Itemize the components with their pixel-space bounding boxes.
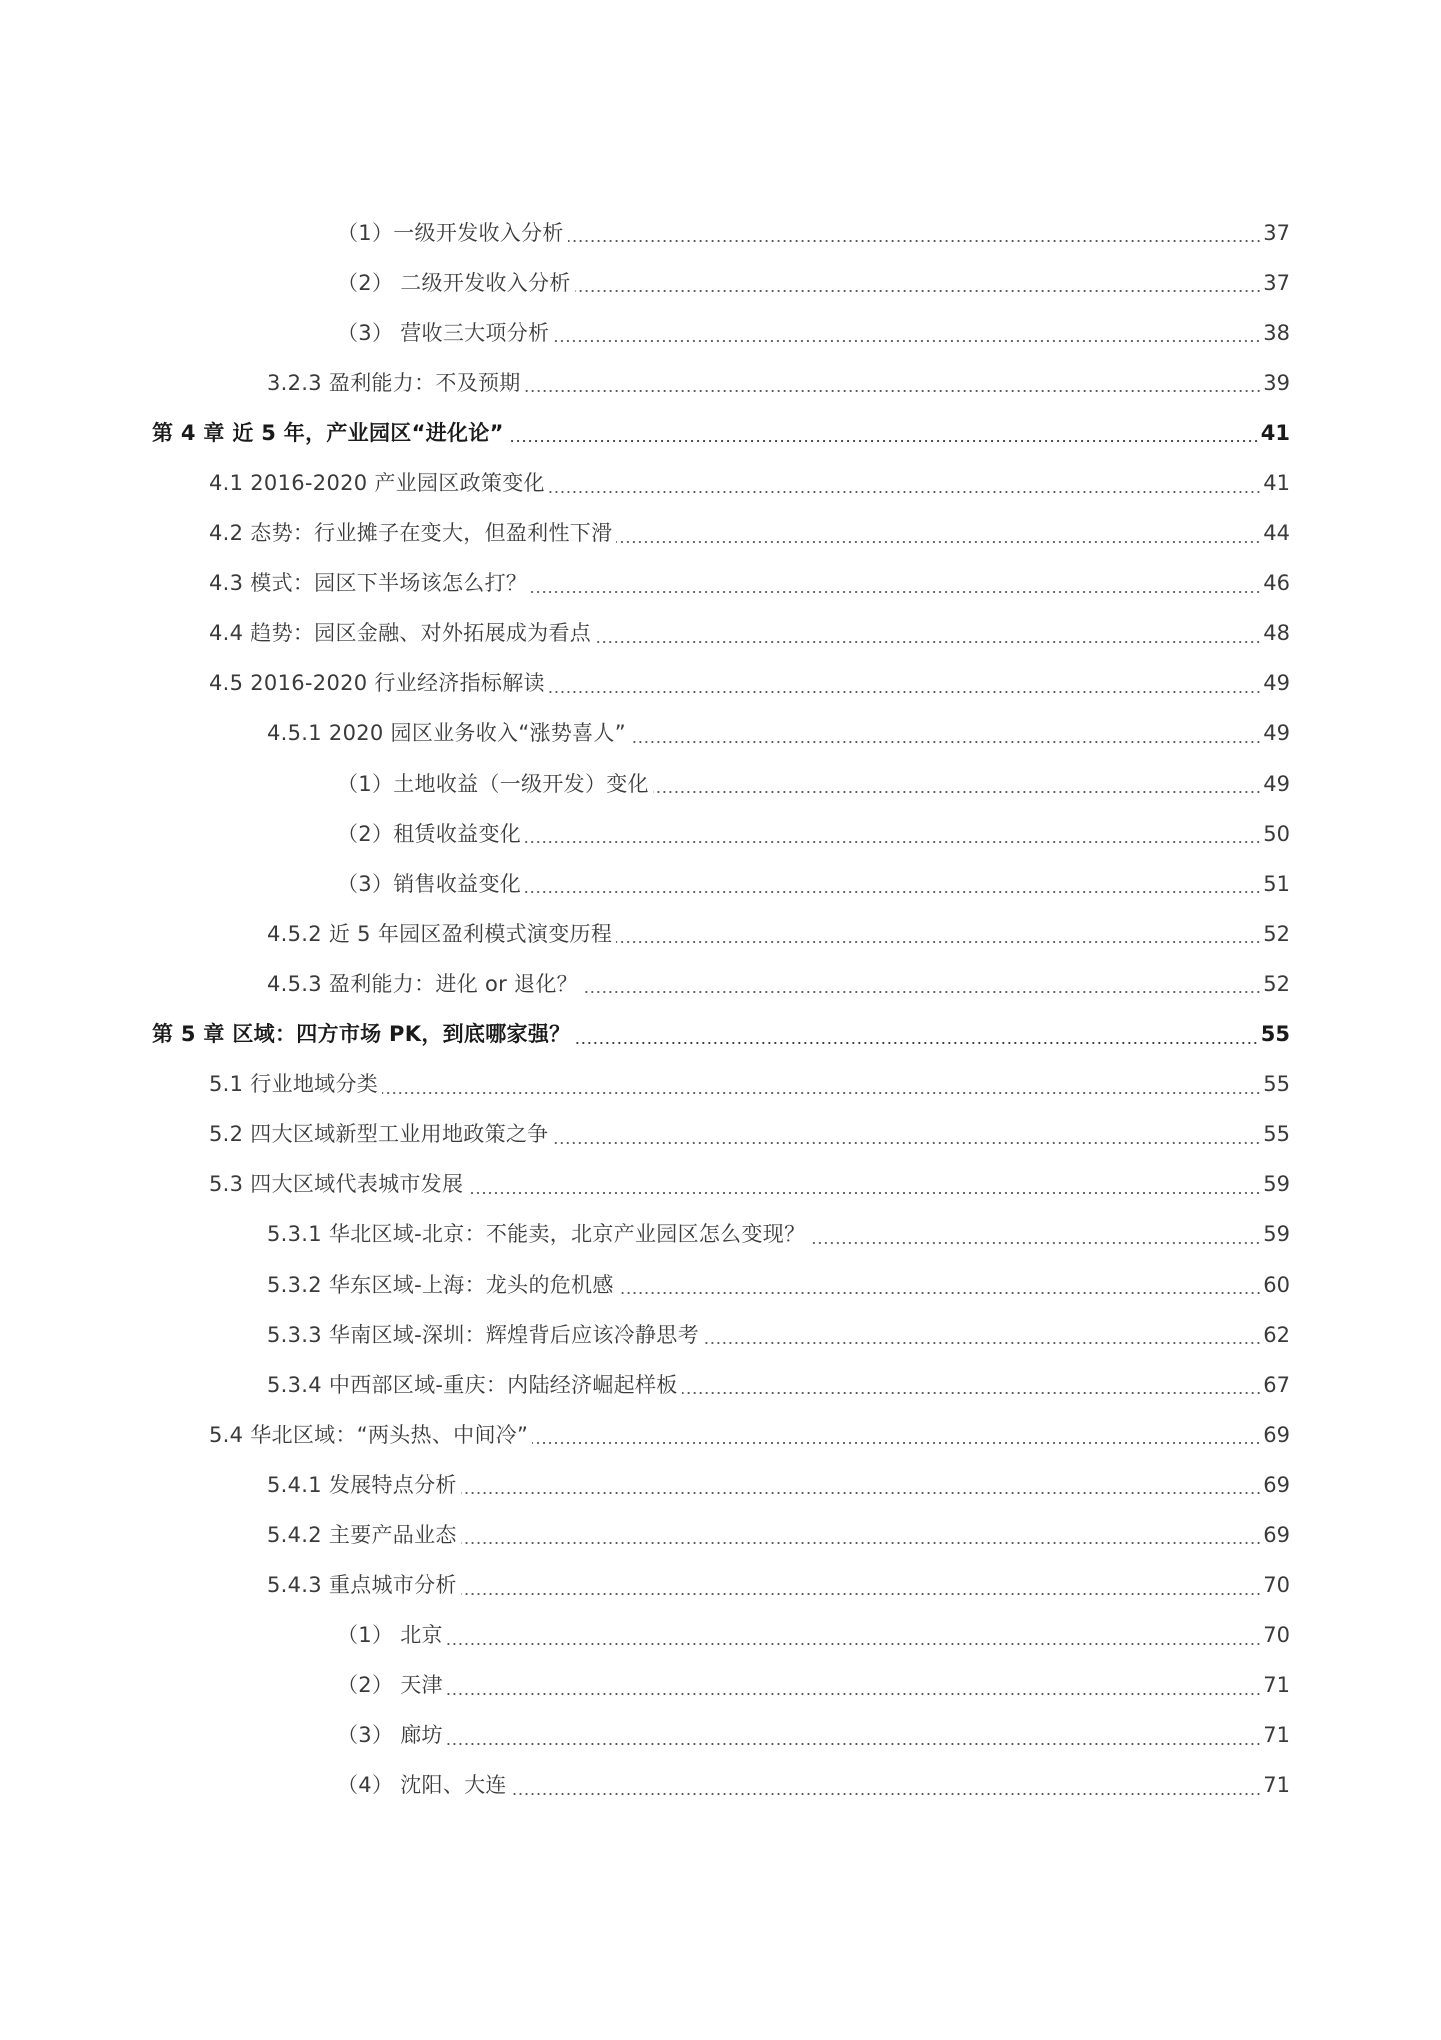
toc-entry[interactable] [0, 1160, 1441, 1210]
toc-chapter-entry[interactable] [0, 1010, 1441, 1060]
toc-entry-title: （1）土地收益（一级开发）变化 [337, 771, 649, 796]
toc-entry[interactable] [0, 1661, 1441, 1711]
toc-entry-page: 38 [1263, 320, 1290, 345]
dot-leader [595, 641, 1261, 643]
toc-entry-page: 39 [1263, 370, 1290, 395]
toc-entry-page: 49 [1263, 771, 1290, 796]
toc-entry-title: 4.1 2016-2020 产业园区政策变化 [209, 471, 545, 496]
toc-entry-title: （4） 沈阳、大连 [337, 1773, 507, 1798]
toc-entry-title: 5.4 华北区域：“两头热、中间冷” [209, 1422, 529, 1447]
toc-entry-title: 4.5.1 2020 园区业务收入“涨势喜人” [267, 721, 626, 746]
toc-entry[interactable] [0, 609, 1441, 659]
toc-entry-page: 50 [1263, 821, 1290, 846]
dot-leader [568, 240, 1262, 242]
toc-entry[interactable] [0, 559, 1441, 609]
toc-entry[interactable] [0, 458, 1441, 508]
toc-entry-title: （1）一级开发收入分析 [337, 220, 564, 245]
toc-entry-title: 5.3.2 华东区域-上海：龙头的危机感 [267, 1272, 614, 1297]
toc-entry-title: （2） 天津 [337, 1673, 443, 1698]
toc-entry-title: 5.1 行业地域分类 [209, 1072, 379, 1097]
dot-leader [447, 1693, 1261, 1695]
dot-leader [447, 1643, 1261, 1645]
toc-entry-title: 4.5 2016-2020 行业经济指标解读 [209, 671, 545, 696]
dot-leader [511, 1793, 1262, 1795]
dot-leader [461, 1542, 1262, 1544]
dot-leader [382, 1092, 1261, 1094]
dot-leader [461, 1492, 1262, 1494]
toc-entry-page: 69 [1263, 1472, 1290, 1497]
toc-entry-page: 52 [1263, 971, 1290, 996]
toc-entry-page: 69 [1263, 1422, 1290, 1447]
dot-leader [809, 1242, 1261, 1244]
toc-entry-page: 41 [1263, 471, 1290, 496]
toc-entry[interactable] [0, 759, 1441, 809]
toc-entry-title: 5.3 四大区域代表城市发展 [209, 1172, 464, 1197]
toc-entry-page: 70 [1263, 1573, 1290, 1598]
toc-entry-title: 5.4.3 重点城市分析 [267, 1573, 457, 1598]
toc-entry-title: 5.4.2 主要产品业态 [267, 1522, 457, 1547]
dot-leader [549, 491, 1261, 493]
dot-leader [582, 991, 1261, 993]
toc-entry[interactable] [0, 959, 1441, 1009]
toc-entry[interactable] [0, 208, 1441, 258]
toc-entry-page: 37 [1263, 270, 1290, 295]
toc-entry-title: 4.5.3 盈利能力：进化 or 退化？ [267, 971, 578, 996]
toc-entry-page: 41 [1260, 420, 1290, 445]
toc-entry-title: 5.2 四大区域新型工业用地政策之争 [209, 1122, 549, 1147]
dot-leader [682, 1392, 1262, 1394]
toc-entry-title: 4.4 趋势：园区金融、对外拓展成为看点 [209, 621, 592, 646]
toc-entry[interactable] [0, 1210, 1441, 1260]
toc-entry-page: 49 [1263, 671, 1290, 696]
dot-leader [616, 941, 1261, 943]
toc-entry-title: 5.3.4 中西部区域-重庆：内陆经济崛起样板 [267, 1372, 678, 1397]
dot-leader [447, 1743, 1261, 1745]
toc-entry-page: 70 [1263, 1623, 1290, 1648]
toc-entry-page: 37 [1263, 220, 1290, 245]
toc-entry[interactable] [0, 809, 1441, 859]
toc-entry-title: 3.2.3 盈利能力：不及预期 [267, 370, 521, 395]
toc-entry-page: 59 [1263, 1172, 1290, 1197]
toc-entry[interactable] [0, 509, 1441, 559]
toc-entry-page: 71 [1263, 1773, 1290, 1798]
toc-entry-page: 62 [1263, 1322, 1290, 1347]
dot-leader [508, 440, 1259, 442]
toc-entry-page: 44 [1263, 521, 1290, 546]
toc-entry-page: 71 [1263, 1673, 1290, 1698]
dot-leader [461, 1593, 1262, 1595]
dot-leader [525, 891, 1261, 893]
toc-entry[interactable] [0, 1110, 1441, 1160]
toc-entry-title: 4.3 模式：园区下半场该怎么打？ [209, 571, 528, 596]
toc-entry-title: 5.4.1 发展特点分析 [267, 1472, 457, 1497]
dot-leader [467, 1192, 1261, 1194]
dot-leader [616, 541, 1261, 543]
toc-entry-page: 59 [1263, 1222, 1290, 1247]
toc-chapter-title: 第 5 章 区域：四方市场 PK，到底哪家强？ [152, 1022, 571, 1047]
toc-entry-page: 69 [1263, 1522, 1290, 1547]
toc-entry-page: 55 [1263, 1072, 1290, 1097]
toc-entry-page: 49 [1263, 721, 1290, 746]
dot-leader [532, 1442, 1261, 1444]
toc-entry-page: 55 [1260, 1022, 1290, 1047]
toc-entry[interactable] [0, 1510, 1441, 1560]
toc-entry[interactable] [0, 1260, 1441, 1310]
toc-entry-page: 46 [1263, 571, 1290, 596]
toc-entry-title: 5.3.3 华南区域-深圳：辉煌背后应该冷静思考 [267, 1322, 699, 1347]
toc-entry[interactable] [0, 909, 1441, 959]
toc-entry-page: 51 [1263, 871, 1290, 896]
toc-entry[interactable] [0, 308, 1441, 358]
toc-chapter-title: 第 4 章 近 5 年，产业园区“进化论” [152, 420, 504, 445]
dot-leader [525, 390, 1262, 392]
toc-entry-title: （3） 营收三大项分析 [337, 320, 550, 345]
toc-entry-title: （2）租赁收益变化 [337, 821, 522, 846]
toc-entry-title: （3）销售收益变化 [337, 871, 522, 896]
toc-entry-title: （3） 廊坊 [337, 1723, 443, 1748]
toc-entry[interactable] [0, 859, 1441, 909]
dot-leader [618, 1292, 1262, 1294]
dot-leader [553, 340, 1261, 342]
dot-leader [653, 791, 1261, 793]
toc-entry-page: 52 [1263, 921, 1290, 946]
table-of-contents [0, 208, 1441, 1811]
toc-entry-page: 60 [1263, 1272, 1290, 1297]
toc-entry-title: （2） 二级开发收入分析 [337, 270, 571, 295]
toc-entry[interactable] [0, 358, 1441, 408]
toc-entry[interactable] [0, 659, 1441, 709]
toc-entry[interactable] [0, 1761, 1441, 1811]
toc-chapter-entry[interactable] [0, 408, 1441, 458]
toc-entry-title: 5.3.1 华北区域-北京：不能卖，北京产业园区怎么变现？ [267, 1222, 806, 1247]
toc-entry[interactable] [0, 1310, 1441, 1360]
toc-entry-title: 4.5.2 近 5 年园区盈利模式演变历程 [267, 921, 613, 946]
dot-leader [630, 741, 1261, 743]
dot-leader [531, 591, 1261, 593]
toc-entry[interactable] [0, 1410, 1441, 1460]
dot-leader [575, 290, 1262, 292]
toc-entry[interactable] [0, 1711, 1441, 1761]
toc-entry-title: 4.2 态势：行业摊子在变大，但盈利性下滑 [209, 521, 613, 546]
toc-entry[interactable] [0, 1561, 1441, 1611]
toc-entry-page: 55 [1263, 1122, 1290, 1147]
dot-leader [525, 841, 1261, 843]
dot-leader [549, 691, 1261, 693]
dot-leader [703, 1342, 1261, 1344]
toc-entry[interactable] [0, 258, 1441, 308]
toc-entry[interactable] [0, 1060, 1441, 1110]
toc-entry[interactable] [0, 1460, 1441, 1510]
toc-entry-page: 48 [1263, 621, 1290, 646]
toc-entry-title: （1） 北京 [337, 1623, 443, 1648]
toc-entry[interactable] [0, 1611, 1441, 1661]
toc-entry[interactable] [0, 1360, 1441, 1410]
toc-entry-page: 67 [1263, 1372, 1290, 1397]
dot-leader [574, 1042, 1258, 1044]
dot-leader [552, 1142, 1261, 1144]
toc-entry-page: 71 [1263, 1723, 1290, 1748]
toc-entry[interactable] [0, 709, 1441, 759]
